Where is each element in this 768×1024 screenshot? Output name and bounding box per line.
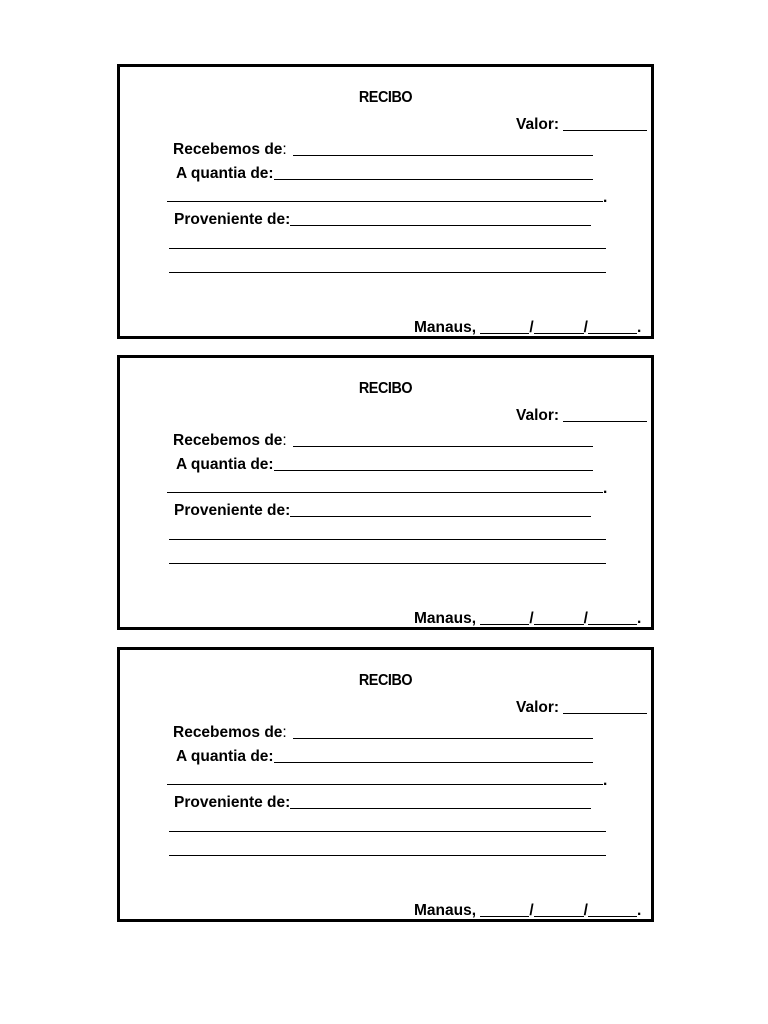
recebemos-blank-line[interactable]: [293, 723, 593, 739]
proveniente-line-3[interactable]: [169, 547, 606, 564]
valor-blank-line[interactable]: [563, 698, 647, 714]
receipt-title: RECIBO: [358, 672, 413, 689]
proveniente-label: Proveniente de:: [174, 211, 291, 228]
recebemos-label: Recebemos de: [173, 724, 283, 741]
recebemos-blank-line[interactable]: [293, 431, 593, 447]
quantia-label: A quantia de:: [176, 456, 274, 473]
proveniente-field: [174, 499, 591, 520]
proveniente-label: Proveniente de:: [174, 794, 291, 811]
city-label: Manaus,: [414, 902, 477, 919]
receipt-title: RECIBO: [358, 380, 413, 397]
date-separator: /: [529, 319, 534, 336]
day-blank[interactable]: [480, 609, 529, 625]
proveniente-line-2[interactable]: [169, 815, 606, 832]
proveniente-field: [174, 791, 591, 812]
valor-blank-line[interactable]: [563, 115, 647, 131]
proveniente-blank-line[interactable]: [290, 793, 591, 809]
receipt-form-3: [117, 647, 654, 922]
quantia-period: .: [603, 189, 608, 206]
quantia-label: A quantia de:: [176, 165, 274, 182]
quantia-field: [176, 745, 593, 766]
valor-label: Valor:: [516, 699, 560, 716]
year-blank[interactable]: [588, 901, 637, 917]
recebemos-field: [173, 429, 593, 450]
proveniente-line-3[interactable]: [169, 256, 606, 273]
recebemos-label: Recebemos de: [173, 432, 283, 449]
recebemos-blank-line[interactable]: [293, 140, 593, 156]
proveniente-line-2[interactable]: [169, 232, 606, 249]
date-period: .: [636, 319, 642, 336]
place-date-field: [414, 607, 641, 628]
day-blank[interactable]: [480, 318, 529, 334]
date-separator: /: [529, 610, 534, 627]
recebemos-field: [173, 138, 593, 159]
proveniente-line-3[interactable]: [169, 839, 606, 856]
proveniente-blank-line[interactable]: [290, 501, 591, 517]
quantia-period: .: [603, 772, 608, 789]
place-date-field: [414, 316, 641, 337]
quantia-blank-line[interactable]: [274, 747, 593, 763]
receipt-form-2: [117, 355, 654, 630]
place-date-field: [414, 899, 641, 920]
valor-label: Valor:: [516, 116, 560, 133]
quantia-field: [176, 162, 593, 183]
quantia-blank-line[interactable]: [274, 164, 593, 180]
month-blank[interactable]: [534, 609, 584, 625]
recebemos-colon: :: [282, 141, 287, 158]
year-blank[interactable]: [588, 609, 637, 625]
receipt-form-1: [117, 64, 654, 339]
date-separator: /: [583, 610, 588, 627]
recebemos-field: [173, 721, 593, 742]
proveniente-line-2[interactable]: [169, 523, 606, 540]
valor-field: [516, 696, 647, 717]
month-blank[interactable]: [534, 901, 584, 917]
proveniente-label: Proveniente de:: [174, 502, 291, 519]
quantia-continuation-line[interactable]: [167, 185, 603, 202]
quantia-field: [176, 453, 593, 474]
quantia-label: A quantia de:: [176, 748, 274, 765]
city-label: Manaus,: [414, 610, 477, 627]
month-blank[interactable]: [534, 318, 584, 334]
day-blank[interactable]: [480, 901, 529, 917]
valor-field: [516, 404, 647, 425]
year-blank[interactable]: [588, 318, 637, 334]
recebemos-colon: :: [282, 724, 287, 741]
recebemos-label: Recebemos de: [173, 141, 283, 158]
quantia-blank-line[interactable]: [274, 455, 593, 471]
date-separator: /: [583, 319, 588, 336]
valor-blank-line[interactable]: [563, 406, 647, 422]
city-label: Manaus,: [414, 319, 477, 336]
recebemos-colon: :: [282, 432, 287, 449]
quantia-continuation-line[interactable]: [167, 768, 603, 785]
date-separator: /: [529, 902, 534, 919]
proveniente-blank-line[interactable]: [290, 210, 591, 226]
valor-field: [516, 113, 647, 134]
date-period: .: [636, 902, 642, 919]
receipt-title: RECIBO: [358, 89, 413, 106]
valor-label: Valor:: [516, 407, 560, 424]
quantia-continuation-line[interactable]: [167, 476, 603, 493]
date-period: .: [636, 610, 642, 627]
date-separator: /: [583, 902, 588, 919]
proveniente-field: [174, 208, 591, 229]
quantia-period: .: [603, 480, 608, 497]
